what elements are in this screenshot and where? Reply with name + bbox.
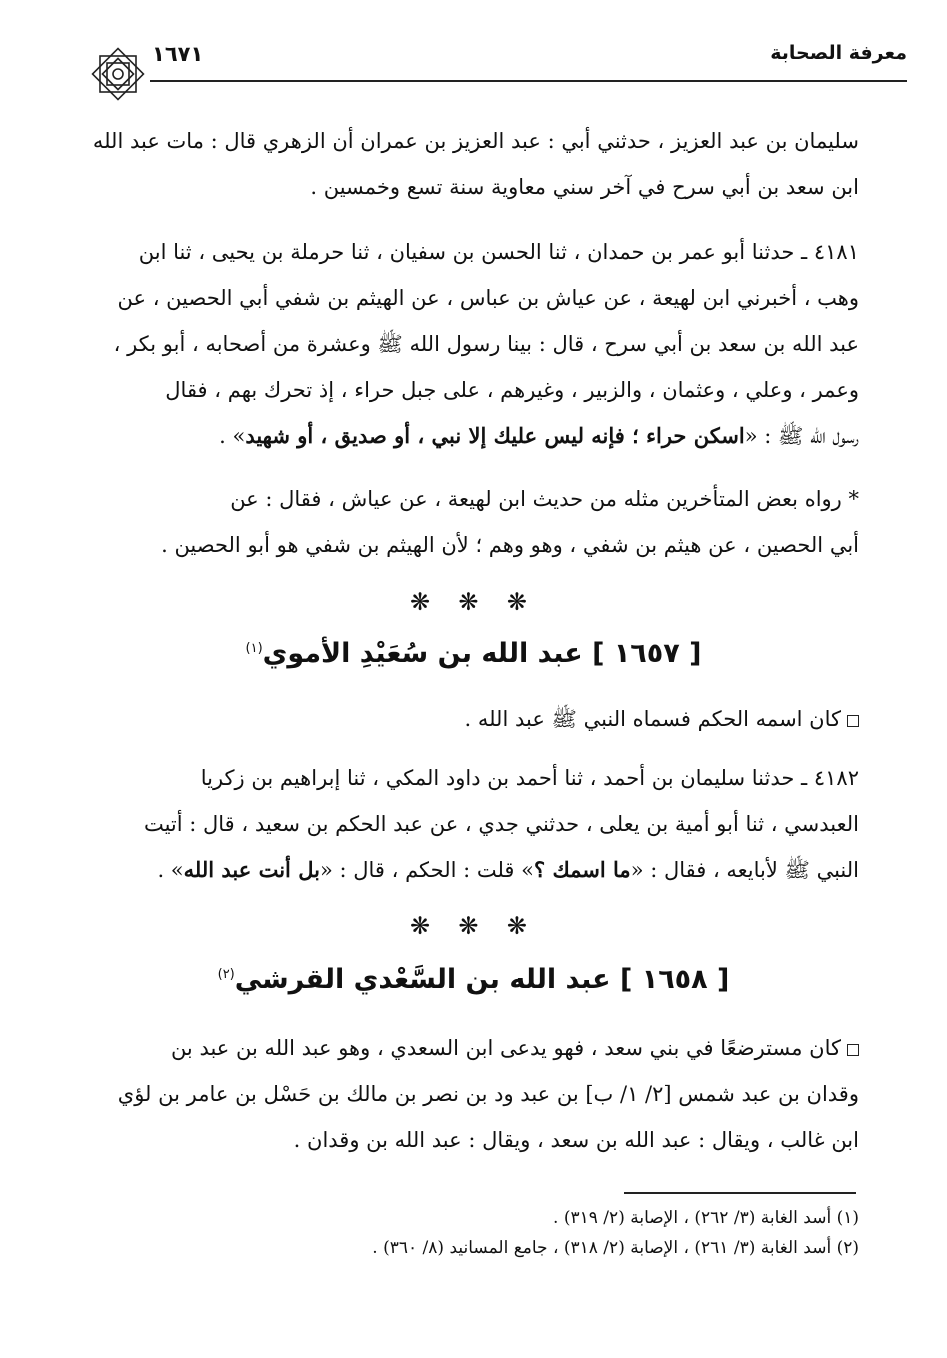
- text-segment: رسول الله ﷺ : «: [744, 424, 859, 448]
- entry-note-1658: [92, 1025, 859, 1163]
- text-line: وهب ، أخبرني ابن لهيعة ، عن عياش بن عباس ، عن الهيثم بن شفي أبي الحصين ، عن: [117, 286, 859, 310]
- heading-text: [ ١٦٥٨ ] عبد الله بن السَّعْدي القرشي: [234, 964, 730, 995]
- commentary-paragraph: [92, 476, 859, 568]
- entry-heading-1657: [0, 638, 947, 669]
- text-segment: » .: [157, 858, 184, 882]
- footnote-2: (٢) أسد الغابة (٣/ ٢٦١) ، الإصابة (٢/ ٣١٨) ، جامع المسانيد (٨/ ٣٦٠) .: [372, 1238, 859, 1258]
- text-line: [92, 847, 859, 893]
- text-line: وقدان بن عبد شمس [٢/ ١/ ب] بن عبد ود بن نصر بن مالك بن حَسْل بن عامر بن لؤي: [117, 1082, 859, 1106]
- text-line: سليمان بن عبد العزيز ، حدثني أبي : عبد العزيز بن عمران أن الزهري قال : مات عبد الله: [92, 129, 859, 153]
- text-line: عبد الله بن سعد بن أبي سرح ، قال : بينا رسول الله ﷺ وعشرة من أصحابه ، أبو بكر ،: [113, 332, 859, 356]
- section-separator: ❋ ❋ ❋: [409, 912, 538, 940]
- hadith-quote: اسكن حراء ؛ فإنه ليس عليك إلا نبي ، أو صديق ، أو شهيد: [245, 423, 745, 448]
- hadith-4181: [92, 229, 859, 459]
- text-line: ٤١٨١ ـ حدثنا أبو عمر بن حمدان ، ثنا الحسن بن سفيان ، ثنا حرملة بن يحيى ، ثنا ابن: [138, 240, 859, 264]
- paragraph-1: [92, 118, 859, 210]
- text-line: [92, 413, 859, 459]
- text-segment: » قلت : الحكم ، قال : «: [319, 858, 534, 882]
- text-line: العبدسي ، ثنا أبو أمية بن يعلى ، حدثني جدي ، عن عبد الحكم بن سعيد ، قال : أتيت: [143, 812, 859, 836]
- entry-note-1657: [92, 696, 859, 742]
- text-line: ابن سعد بن أبي سرح في آخر سني معاوية سنة تسع وخمسين .: [310, 175, 859, 199]
- section-separator: ❋ ❋ ❋: [409, 588, 538, 616]
- text-segment: كان مسترضعًا في بني سعد ، فهو يدعى ابن السعدي ، وهو عبد الله بن عبد بن: [170, 1036, 841, 1060]
- entry-heading-1658: [0, 964, 947, 995]
- footnote-mark: (١): [245, 641, 263, 656]
- footnote-1: (١) أسد الغابة (٣/ ٢٦٢) ، الإصابة (٢/ ٣١٩) .: [553, 1208, 859, 1228]
- hadith-quote: ما اسمك ؟: [534, 857, 631, 882]
- ornament-icon: [88, 44, 148, 104]
- text-line: * رواه بعض المتأخرين مثله من حديث ابن لهيعة ، عن عياش ، فقال : عن: [230, 487, 859, 511]
- text-segment: النبي ﷺ لأبايعه ، فقال : «: [630, 858, 859, 882]
- text-line: ابن غالب ، ويقال : عبد الله بن سعد ، ويقال : عبد الله بن وقدان .: [293, 1128, 859, 1152]
- text-segment: » .: [219, 424, 246, 448]
- text-line: ٤١٨٢ ـ حدثنا سليمان بن أحمد ، ثنا أحمد بن داود المكي ، ثنا إبراهيم بن زكريا: [200, 766, 859, 790]
- page-number: ١٦٧١: [152, 42, 204, 66]
- hadith-quote: بل أنت عبد الله: [183, 857, 320, 882]
- footnote-mark: (٢): [217, 967, 235, 982]
- header-rule: [150, 80, 907, 82]
- text-line: وعمر ، وعلي ، وعثمان ، والزبير ، وغيرهم ، على جبل حراء ، إذ تحرك بهم ، فقال: [165, 378, 859, 402]
- text-line: [92, 1025, 859, 1071]
- square-bullet-icon: [847, 1044, 859, 1056]
- running-header-title: معرفة الصحابة: [770, 42, 907, 64]
- hadith-4182: [92, 755, 859, 893]
- text-segment: كان اسمه الحكم فسماه النبي ﷺ عبد الله .: [464, 707, 841, 731]
- footnote-rule: [624, 1192, 856, 1194]
- text-line: أبي الحصين ، عن هيثم بن شفي ، وهو وهم ؛ لأن الهيثم بن شفي هو أبو الحصين .: [161, 533, 859, 557]
- heading-text: [ ١٦٥٧ ] عبد الله بن سُعَيْدِ الأموي: [262, 638, 702, 669]
- square-bullet-icon: [847, 715, 859, 727]
- text-line: [92, 696, 859, 742]
